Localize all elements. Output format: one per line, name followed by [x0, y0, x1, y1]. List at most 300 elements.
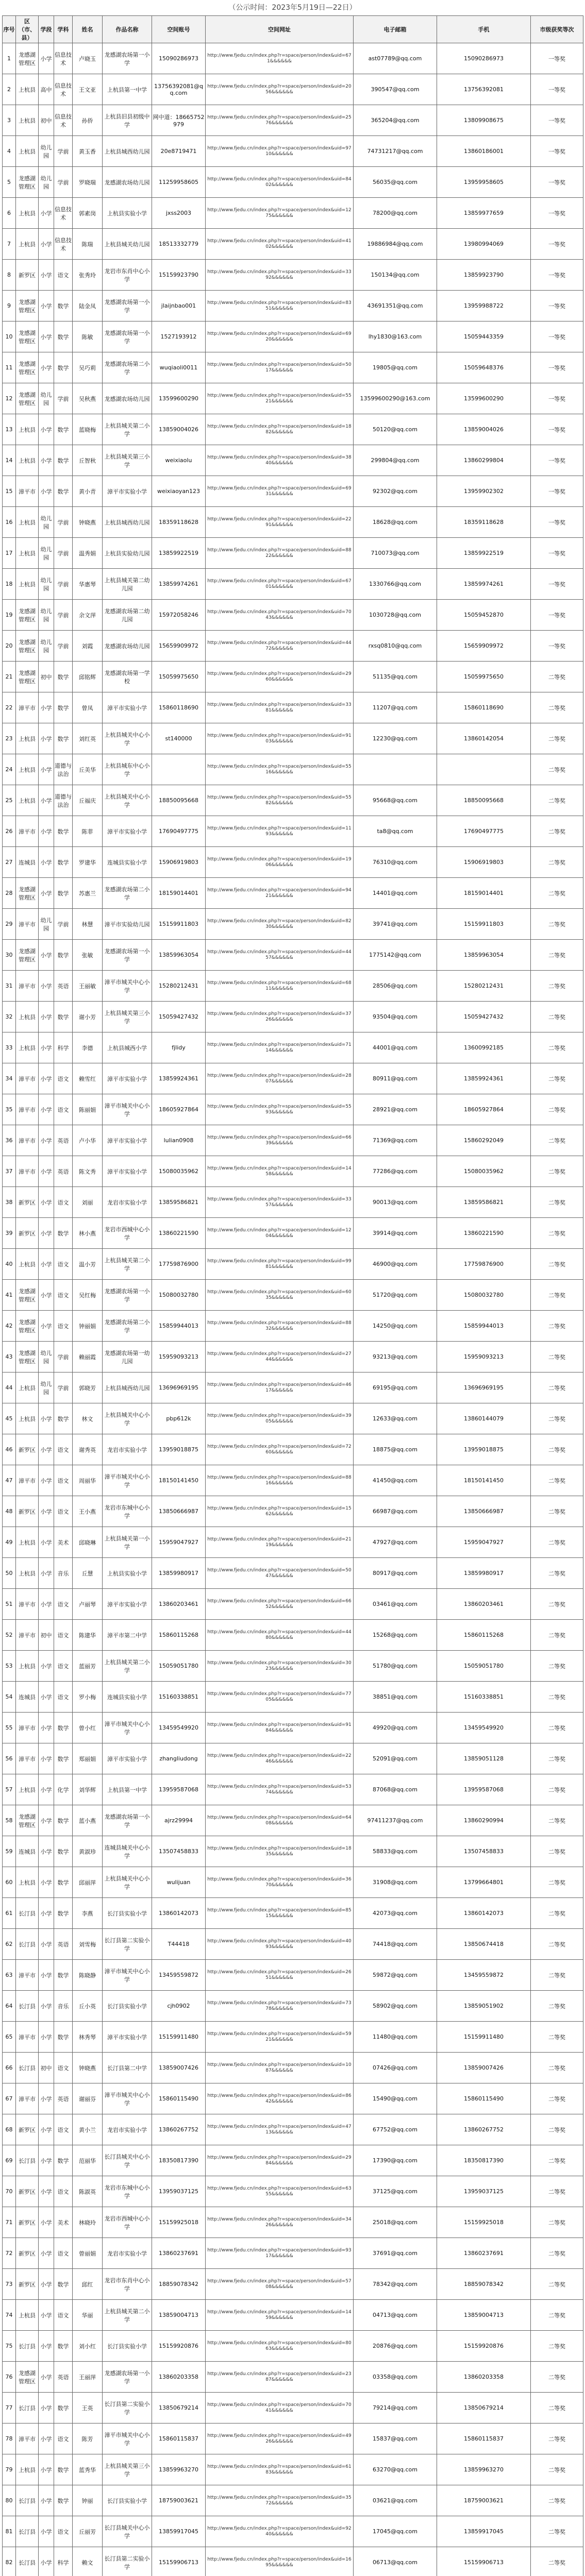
- table-row: [3, 445, 583, 476]
- table-body: [3, 43, 583, 2576]
- phone-cell: 13859586821: [437, 1187, 531, 1218]
- space-url-cell[interactable]: http://www.fjedu.cn/index.php?r=space/person/index&uid=6701&&&&&&: [206, 569, 354, 600]
- award-cell: 二等奖: [531, 1867, 583, 1898]
- table-row: [3, 662, 583, 692]
- school-cell: 龙岩市东肖中心小学: [103, 2269, 152, 2300]
- space-url-cell[interactable]: http://www.fjedu.cn/index.php?r=space/person/index&uid=1087&&&&&&: [206, 2053, 354, 2083]
- table-row: [3, 600, 583, 631]
- award-cell: 二等奖: [531, 1094, 583, 1125]
- school-cell: 龙岩市实验小学: [103, 2114, 152, 2145]
- row-number: 50: [3, 1558, 16, 1589]
- space-url-cell[interactable]: http://www.fjedu.cn/index.php?r=space/person/index&uid=3357&&&&&&: [206, 1187, 354, 1218]
- space-url-cell[interactable]: http://www.fjedu.cn/index.php?r=space/person/index&uid=2576&&&&&&: [206, 105, 354, 136]
- space-url-cell[interactable]: http://www.fjedu.cn/index.php?r=space/person/index&uid=1458&&&&&&: [206, 1156, 354, 1187]
- space-url-cell[interactable]: http://www.fjedu.cn/index.php?r=space/person/index&uid=1882&&&&&&: [206, 414, 354, 445]
- table-row: [3, 1558, 583, 1589]
- space-url-cell[interactable]: http://www.fjedu.cn/index.php?r=space/person/index&uid=2807&&&&&&: [206, 1063, 354, 1094]
- award-cell: 二等奖: [531, 909, 583, 940]
- space-url-cell[interactable]: http://www.fjedu.cn/index.php?r=space/person/index&uid=5047&&&&&&: [206, 1558, 354, 1589]
- row-number: 26: [3, 816, 16, 847]
- school-cell: 上杭县第一中学: [103, 1774, 152, 1805]
- phone-cell: 15059975650: [437, 662, 531, 692]
- subject-cell: 数学: [54, 2485, 73, 2516]
- award-cell: 二等奖: [531, 2176, 583, 2207]
- phone-cell: 13860142073: [437, 1898, 531, 1929]
- subject-cell: 数学: [54, 1960, 73, 1991]
- award-cell: 二等奖: [531, 1991, 583, 2022]
- teacher-name: 温小芳: [73, 1249, 103, 1280]
- district-cell: 长汀县: [16, 1929, 39, 1960]
- space-url-cell[interactable]: http://www.fjedu.cn/index.php?r=space/person/index&uid=7114&&&&&&: [206, 1032, 354, 1063]
- row-number: 11: [3, 352, 16, 383]
- subject-cell: 数学: [54, 847, 73, 878]
- space-url-cell[interactable]: http://www.fjedu.cn/index.php?r=space/person/index&uid=3392&&&&&&: [206, 260, 354, 291]
- row-number: 21: [3, 662, 16, 692]
- space-url-cell[interactable]: http://www.fjedu.cn/index.php?r=space/person/index&uid=6920&&&&&&: [206, 321, 354, 352]
- email-cell: 76310@qq.com: [354, 847, 437, 878]
- school-cell: 龙感湖农场幼儿园: [103, 383, 152, 414]
- table-row: [3, 2362, 583, 2393]
- space-url-cell[interactable]: http://www.fjedu.cn/index.php?r=space/person/index&uid=1835&&&&&&: [206, 1836, 354, 1867]
- phone-cell: 18359118628: [437, 507, 531, 538]
- award-cell: 二等奖: [531, 2454, 583, 2485]
- email-cell: 49920@qq.com: [354, 1713, 437, 1743]
- space-url-cell[interactable]: http://www.fjedu.cn/index.php?r=space/person/index&uid=6035&&&&&&: [206, 1280, 354, 1311]
- space-url-cell[interactable]: http://www.fjedu.cn/index.php?r=space/person/index&uid=1193&&&&&&: [206, 816, 354, 847]
- email-cell: 20876@qq.com: [354, 2331, 437, 2362]
- space-url-cell[interactable]: http://www.fjedu.cn/index.php?r=space/person/index&uid=1275&&&&&&: [206, 198, 354, 229]
- phone-cell: 13859917045: [437, 2516, 531, 2547]
- award-cell: 二等奖: [531, 1403, 583, 1434]
- district-cell: 上杭县: [16, 507, 39, 538]
- space-url-cell[interactable]: http://www.fjedu.cn/index.php?r=space/person/index&uid=7260&&&&&&: [206, 1434, 354, 1465]
- subject-cell: 语文: [54, 2516, 73, 2547]
- district-cell: 上杭县: [16, 1651, 39, 1682]
- table-row: [3, 971, 583, 1002]
- email-cell: 80917@qq.com: [354, 1558, 437, 1589]
- space-url-cell[interactable]: http://www.fjedu.cn/index.php?r=space/person/index&uid=6639&&&&&&: [206, 1125, 354, 1156]
- space-url-cell[interactable]: http://www.fjedu.cn/index.php?r=space/person/index&uid=4457&&&&&&: [206, 940, 354, 971]
- space-url-cell[interactable]: http://www.fjedu.cn/index.php?r=space/person/index&uid=4093&&&&&&: [206, 1929, 354, 1960]
- award-cell: 二等奖: [531, 971, 583, 1002]
- column-header: 电子邮箱: [354, 16, 437, 43]
- table-row: [3, 1867, 583, 1898]
- district-cell: 新罗区: [16, 2269, 39, 2300]
- space-url-cell[interactable]: http://www.fjedu.cn/index.php?r=space/person/index&uid=4713&&&&&&: [206, 2114, 354, 2145]
- space-url-cell[interactable]: http://www.fjedu.cn/index.php?r=space/person/index&uid=3726&&&&&&: [206, 1002, 354, 1032]
- space-url-cell[interactable]: http://www.fjedu.cn/index.php?r=space/person/index&uid=9103&&&&&&: [206, 723, 354, 754]
- stage-cell: 幼儿园: [39, 631, 54, 662]
- stage-cell: 小学: [39, 2424, 54, 2454]
- space-url-cell[interactable]: http://www.fjedu.cn/index.php?r=space/person/index&uid=5017&&&&&&: [206, 352, 354, 383]
- stage-cell: 小学: [39, 2393, 54, 2424]
- space-url-cell[interactable]: http://www.fjedu.cn/index.php?r=space/person/index&uid=2291&&&&&&: [206, 507, 354, 538]
- table-row: [3, 2547, 583, 2576]
- subject-cell: 数学: [54, 2269, 73, 2300]
- award-cell: 一等奖: [531, 43, 583, 74]
- school-cell: 上杭县城关第三小学: [103, 445, 152, 476]
- space-url-cell[interactable]: http://www.fjedu.cn/index.php?r=space/person/index&uid=2651&&&&&&: [206, 1960, 354, 1991]
- award-cell: 二等奖: [531, 1434, 583, 1465]
- award-cell: 二等奖: [531, 1558, 583, 1589]
- row-number: 4: [3, 136, 16, 167]
- account-cell: 13599600290: [152, 383, 206, 414]
- teacher-name: 范丽华: [73, 2145, 103, 2176]
- space-url-cell[interactable]: http://www.fjedu.cn/index.php?r=space/person/index&uid=2744&&&&&&: [206, 1342, 354, 1372]
- school-cell: 龙感湖农场第一学校: [103, 662, 152, 692]
- table-row: [3, 1094, 583, 1125]
- space-url-cell[interactable]: http://www.fjedu.cn/index.php?r=space/person/index&uid=2119&&&&&&: [206, 1527, 354, 1558]
- space-url-cell[interactable]: http://www.fjedu.cn/index.php?r=space/person/index&uid=4926&&&&&&: [206, 2424, 354, 2454]
- account-cell: 13860203461: [152, 1589, 206, 1620]
- award-cell: 二等奖: [531, 1527, 583, 1558]
- district-cell: 长汀县: [16, 2516, 39, 2547]
- subject-cell: 信息技术: [54, 74, 73, 105]
- subject-cell: 数学: [54, 1218, 73, 1249]
- email-cell: 150134@qq.com: [354, 260, 437, 291]
- space-url-cell[interactable]: http://www.fjedu.cn/index.php?r=space/person/index&uid=8351&&&&&&: [206, 291, 354, 321]
- space-url-cell[interactable]: http://www.fjedu.cn/index.php?r=space/person/index&uid=8063&&&&&&: [206, 2331, 354, 2362]
- space-url-cell[interactable]: http://www.fjedu.cn/index.php?r=space/person/index&uid=3381&&&&&&: [206, 692, 354, 723]
- phone-cell: 15059452870: [437, 600, 531, 631]
- phone-cell: 13859963270: [437, 2454, 531, 2485]
- school-cell: 漳平市实验小学: [103, 1125, 152, 1156]
- account-cell: 17759876900: [152, 1249, 206, 1280]
- teacher-name: 赖雪红: [73, 1063, 103, 1094]
- space-url-cell[interactable]: http://www.fjedu.cn/index.php?r=space/person/index&uid=6652&&&&&&: [206, 1589, 354, 1620]
- district-cell: 漳平市: [16, 1743, 39, 1774]
- subject-cell: 语文: [54, 1311, 73, 1342]
- space-url-cell[interactable]: http://www.fjedu.cn/index.php?r=space/person/index&uid=4472&&&&&&: [206, 631, 354, 662]
- space-url-cell[interactable]: http://www.fjedu.cn/index.php?r=space/person/index&uid=7043&&&&&&: [206, 600, 354, 631]
- school-cell: 上杭县城关中心小学: [103, 1403, 152, 1434]
- row-number: 77: [3, 2393, 16, 2424]
- district-cell: 连城县: [16, 847, 39, 878]
- phone-cell: 13859924361: [437, 1063, 531, 1094]
- award-cell: 二等奖: [531, 1774, 583, 1805]
- award-cell: 二等奖: [531, 847, 583, 878]
- space-url-cell[interactable]: http://www.fjedu.cn/index.php?r=space/person/index&uid=7378&&&&&&: [206, 1991, 354, 2022]
- account-cell: 18859078342: [152, 2269, 206, 2300]
- space-url-cell[interactable]: http://www.fjedu.cn/index.php?r=space/person/index&uid=5516&&&&&&: [206, 754, 354, 785]
- district-cell: 漳平市: [16, 1125, 39, 1156]
- space-url-cell[interactable]: http://www.fjedu.cn/index.php?r=space/person/index&uid=6408&&&&&&: [206, 1805, 354, 1836]
- space-url-cell[interactable]: http://www.fjedu.cn/index.php?r=space/person/index&uid=3023&&&&&&: [206, 1651, 354, 1682]
- row-number: 74: [3, 2300, 16, 2331]
- school-cell: 上杭县实验幼儿园: [103, 538, 152, 569]
- subject-cell: 数学: [54, 445, 73, 476]
- account-cell: 11259958605: [152, 167, 206, 198]
- teacher-name: 邱铭辉: [73, 662, 103, 692]
- account-cell: 15860115268: [152, 1620, 206, 1651]
- account-cell: lulian0908: [152, 1125, 206, 1156]
- table-row: [3, 940, 583, 971]
- space-url-cell[interactable]: http://www.fjedu.cn/index.php?r=space/person/index&uid=5582&&&&&&: [206, 785, 354, 816]
- table-row: [3, 1682, 583, 1713]
- table-row: [3, 2269, 583, 2300]
- subject-cell: 道德与法治: [54, 785, 73, 816]
- stage-cell: 小学: [39, 971, 54, 1002]
- account-cell: 15280212431: [152, 971, 206, 1002]
- space-url-cell[interactable]: http://www.fjedu.cn/index.php?r=space/person/index&uid=7041&&&&&&: [206, 2393, 354, 2424]
- table-row: [3, 2454, 583, 2485]
- district-cell: 龙感湖管理区: [16, 1805, 39, 1836]
- subject-cell: 英语: [54, 2362, 73, 2393]
- email-cell: 11480@qq.com: [354, 2022, 437, 2053]
- account-cell: 15959093213: [152, 1342, 206, 1372]
- space-url-cell[interactable]: http://www.fjedu.cn/index.php?r=space/person/index&uid=9184&&&&&&: [206, 1713, 354, 1743]
- school-cell: 龙岩市实验小学: [103, 1434, 152, 1465]
- teacher-name: 蓝丽芳: [73, 1651, 103, 1682]
- space-url-cell[interactable]: http://www.fjedu.cn/index.php?r=space/person/index&uid=5593&&&&&&: [206, 1094, 354, 1125]
- school-cell: 连城县实验小学: [103, 847, 152, 878]
- stage-cell: 小学: [39, 445, 54, 476]
- phone-cell: 17759876900: [437, 1249, 531, 1280]
- district-cell: 上杭县: [16, 569, 39, 600]
- space-url-cell[interactable]: http://www.fjedu.cn/index.php?r=space/person/index&uid=3670&&&&&&: [206, 1867, 354, 1898]
- space-url-cell[interactable]: http://www.fjedu.cn/index.php?r=space/person/index&uid=4617&&&&&&: [206, 1372, 354, 1403]
- space-url-cell[interactable]: http://www.fjedu.cn/index.php?r=space/person/index&uid=2960&&&&&&: [206, 662, 354, 692]
- space-url-cell[interactable]: http://www.fjedu.cn/index.php?r=space/person/index&uid=7705&&&&&&: [206, 1682, 354, 1713]
- account-cell: ajrz29994: [152, 1805, 206, 1836]
- space-url-cell[interactable]: http://www.fjedu.cn/index.php?r=space/person/index&uid=5708&&&&&&: [206, 2269, 354, 2300]
- space-url-cell[interactable]: http://www.fjedu.cn/index.php?r=space/person/index&uid=4102&&&&&&: [206, 229, 354, 260]
- table-row: [3, 2238, 583, 2269]
- stage-cell: 小学: [39, 2362, 54, 2393]
- row-number: 55: [3, 1713, 16, 1743]
- district-cell: 上杭县: [16, 723, 39, 754]
- space-url-cell[interactable]: http://www.fjedu.cn/index.php?r=space/person/index&uid=9317&&&&&&: [206, 2238, 354, 2269]
- teacher-name: 吴秋燕: [73, 383, 103, 414]
- teacher-name: 邱丽萍: [73, 1867, 103, 1898]
- award-cell: 二等奖: [531, 2207, 583, 2238]
- district-cell: 上杭县: [16, 1372, 39, 1403]
- row-number: 27: [3, 847, 16, 878]
- school-cell: 漳平市实验小学: [103, 1589, 152, 1620]
- stage-cell: 小学: [39, 2547, 54, 2576]
- stage-cell: 小学: [39, 816, 54, 847]
- space-url-cell[interactable]: http://www.fjedu.cn/index.php?r=space/person/index&uid=5374&&&&&&: [206, 1774, 354, 1805]
- email-cell: 52091@qq.com: [354, 1743, 437, 1774]
- stage-cell: 小学: [39, 1465, 54, 1496]
- district-cell: 上杭县: [16, 198, 39, 229]
- district-cell: 新罗区: [16, 1434, 39, 1465]
- space-url-cell[interactable]: http://www.fjedu.cn/index.php?r=space/person/index&uid=6931&&&&&&: [206, 476, 354, 507]
- space-url-cell[interactable]: http://www.fjedu.cn/index.php?r=space/person/index&uid=2056&&&&&&: [206, 74, 354, 105]
- space-url-cell[interactable]: http://www.fjedu.cn/index.php?r=space/person/index&uid=6811&&&&&&: [206, 971, 354, 1002]
- column-header: 区（市、县）: [16, 16, 39, 43]
- row-number: 51: [3, 1589, 16, 1620]
- space-url-cell[interactable]: http://www.fjedu.cn/index.php?r=space/person/index&uid=2246&&&&&&: [206, 1743, 354, 1774]
- stage-cell: 小学: [39, 321, 54, 352]
- school-cell: 长汀县实验小学: [103, 1991, 152, 2022]
- space-url-cell[interactable]: http://www.fjedu.cn/index.php?r=space/person/index&uid=9240&&&&&&: [206, 2516, 354, 2547]
- email-cell: 14250@qq.com: [354, 1311, 437, 1342]
- school-cell: 龙感湖农场第一幼儿园: [103, 1342, 152, 1372]
- stage-cell: 小学: [39, 2083, 54, 2114]
- space-url-cell[interactable]: http://www.fjedu.cn/index.php?r=space/person/index&uid=1459&&&&&&: [206, 2300, 354, 2331]
- row-number: 75: [3, 2331, 16, 2362]
- school-cell: 龙感湖农场第一小学: [103, 940, 152, 971]
- phone-cell: 15159906713: [437, 2547, 531, 2576]
- phone-cell: 15080035962: [437, 1156, 531, 1187]
- stage-cell: 小学: [39, 291, 54, 321]
- row-number: 59: [3, 1836, 16, 1867]
- teacher-name: 罗晓瑞: [73, 167, 103, 198]
- table-row: [3, 1527, 583, 1558]
- district-cell: 上杭县: [16, 2454, 39, 2485]
- subject-cell: 语文: [54, 1063, 73, 1094]
- account-cell: 20e8719471: [152, 136, 206, 167]
- subject-cell: 语文: [54, 1651, 73, 1682]
- award-cell: 二等奖: [531, 1342, 583, 1372]
- space-url-cell[interactable]: http://www.fjedu.cn/index.php?r=space/person/index&uid=9421&&&&&&: [206, 878, 354, 909]
- email-cell: 28506@qq.com: [354, 971, 437, 1002]
- phone-cell: 13850679214: [437, 2393, 531, 2424]
- space-url-cell[interactable]: http://www.fjedu.cn/index.php?r=space/person/index&uid=3426&&&&&&: [206, 2207, 354, 2238]
- teacher-name: 钟丽娟: [73, 1311, 103, 1342]
- space-url-cell[interactable]: http://www.fjedu.cn/index.php?r=space/person/index&uid=8515&&&&&&: [206, 1898, 354, 1929]
- space-url-cell[interactable]: http://www.fjedu.cn/index.php?r=space/person/index&uid=4480&&&&&&: [206, 1620, 354, 1651]
- email-cell: 13599600290@163.com: [354, 383, 437, 414]
- account-cell: 15080032780: [152, 1280, 206, 1311]
- space-url-cell[interactable]: http://www.fjedu.cn/index.php?r=space/person/index&uid=1204&&&&&&: [206, 1218, 354, 1249]
- account-cell: wulijuan: [152, 1867, 206, 1898]
- account-cell: 15860115490: [152, 2083, 206, 2114]
- teacher-name: 丘福庆: [73, 785, 103, 816]
- account-cell: 15159920876: [152, 2331, 206, 2362]
- phone-cell: 13859051128: [437, 1743, 531, 1774]
- subject-cell: 英语: [54, 1929, 73, 1960]
- row-number: 64: [3, 1991, 16, 2022]
- table-row: [3, 1805, 583, 1836]
- account-cell: jlaijnbao001: [152, 291, 206, 321]
- table-row: [3, 847, 583, 878]
- space-url-cell[interactable]: http://www.fjedu.cn/index.php?r=space/person/index&uid=8832&&&&&&: [206, 1311, 354, 1342]
- teacher-name: 陈瑞: [73, 229, 103, 260]
- award-cell: 二等奖: [531, 1898, 583, 1929]
- teacher-name: 卢小华: [73, 1125, 103, 1156]
- phone-cell: 13859004713: [437, 2300, 531, 2331]
- space-url-cell[interactable]: http://www.fjedu.cn/index.php?r=space/person/index&uid=3572&&&&&&: [206, 2485, 354, 2516]
- award-cell: 二等奖: [531, 2300, 583, 2331]
- stage-cell: 小学: [39, 1713, 54, 1743]
- space-url-cell[interactable]: http://www.fjedu.cn/index.php?r=space/person/index&uid=3905&&&&&&: [206, 1403, 354, 1434]
- account-cell: 13859924361: [152, 1063, 206, 1094]
- teacher-name: 李燕: [73, 1898, 103, 1929]
- subject-cell: 信息技术: [54, 43, 73, 74]
- subject-cell: 英语: [54, 2083, 73, 2114]
- district-cell: 漳平市: [16, 971, 39, 1002]
- table-row: [3, 2207, 583, 2238]
- school-cell: 龙岩市西城中心小学: [103, 2207, 152, 2238]
- space-url-cell[interactable]: http://www.fjedu.cn/index.php?r=space/person/index&uid=9981&&&&&&: [206, 1249, 354, 1280]
- subject-cell: 语文: [54, 1280, 73, 1311]
- award-cell: 二等奖: [531, 1187, 583, 1218]
- space-url-cell[interactable]: http://www.fjedu.cn/index.php?r=space/person/index&uid=2984&&&&&&: [206, 2145, 354, 2176]
- email-cell: 90013@qq.com: [354, 1187, 437, 1218]
- table-row: [3, 1713, 583, 1743]
- stage-cell: 小学: [39, 2516, 54, 2547]
- email-cell: 15490@qq.com: [354, 2083, 437, 2114]
- school-cell: 龙感湖农场第一小学: [103, 1805, 152, 1836]
- account-cell: 15959047927: [152, 1527, 206, 1558]
- stage-cell: 小学: [39, 1682, 54, 1713]
- district-cell: 上杭县: [16, 136, 39, 167]
- award-cell: 二等奖: [531, 723, 583, 754]
- space-url-cell[interactable]: http://www.fjedu.cn/index.php?r=space/person/index&uid=1562&&&&&&: [206, 1496, 354, 1527]
- row-number: 37: [3, 1156, 16, 1187]
- space-url-cell[interactable]: http://www.fjedu.cn/index.php?r=space/person/index&uid=5521&&&&&&: [206, 383, 354, 414]
- school-cell: 上杭县城关中心小学: [103, 723, 152, 754]
- school-cell: 漳平市城关中心小学: [103, 971, 152, 1002]
- award-cell: 二等奖: [531, 1311, 583, 1342]
- space-url-cell[interactable]: http://www.fjedu.cn/index.php?r=space/person/index&uid=8816&&&&&&: [206, 1465, 354, 1496]
- table-row: [3, 1496, 583, 1527]
- email-cell: 1030728@qq.com: [354, 600, 437, 631]
- school-cell: 上杭县城关第一小学: [103, 1527, 152, 1558]
- award-cell: 一等奖: [531, 507, 583, 538]
- table-row: [3, 1156, 583, 1187]
- subject-cell: 学前: [54, 538, 73, 569]
- school-cell: 龙岩市实验小学: [103, 1187, 152, 1218]
- space-url-cell[interactable]: http://www.fjedu.cn/index.php?r=space/person/index&uid=9710&&&&&&: [206, 136, 354, 167]
- account-cell: 18159014401: [152, 878, 206, 909]
- subject-cell: 学前: [54, 631, 73, 662]
- row-number: 40: [3, 1249, 16, 1280]
- space-url-cell[interactable]: http://www.fjedu.cn/index.php?r=space/person/index&uid=1695&&&&&&: [206, 2547, 354, 2576]
- email-cell: 97411237@qq.com: [354, 1805, 437, 1836]
- space-url-cell[interactable]: http://www.fjedu.cn/index.php?r=space/person/index&uid=8402&&&&&&: [206, 167, 354, 198]
- space-url-cell[interactable]: http://www.fjedu.cn/index.php?r=space/person/index&uid=671&&&&&&: [206, 43, 354, 74]
- teacher-name: 曾小红: [73, 1713, 103, 1743]
- subject-cell: 数学: [54, 692, 73, 723]
- district-cell: 长汀县: [16, 1991, 39, 2022]
- school-cell: 漳平市实验小学: [103, 2022, 152, 2053]
- space-url-cell[interactable]: http://www.fjedu.cn/index.php?r=space/person/index&uid=3840&&&&&&: [206, 445, 354, 476]
- subject-cell: 学前: [54, 1342, 73, 1372]
- phone-cell: 13507458833: [437, 1836, 531, 1867]
- table-row: [3, 538, 583, 569]
- subject-cell: 语文: [54, 1620, 73, 1651]
- subject-cell: 英语: [54, 1156, 73, 1187]
- table-row: [3, 2300, 583, 2331]
- space-url-cell[interactable]: http://www.fjedu.cn/index.php?r=space/person/index&uid=8230&&&&&&: [206, 909, 354, 940]
- email-cell: 17390@qq.com: [354, 2145, 437, 2176]
- stage-cell: 小学: [39, 878, 54, 909]
- space-url-cell[interactable]: http://www.fjedu.cn/index.php?r=space/person/index&uid=8642&&&&&&: [206, 2083, 354, 2114]
- table-row: [3, 105, 583, 136]
- space-url-cell[interactable]: http://www.fjedu.cn/index.php?r=space/person/index&uid=6355&&&&&&: [206, 2176, 354, 2207]
- row-number: 48: [3, 1496, 16, 1527]
- account-cell: 13859980917: [152, 1558, 206, 1589]
- phone-cell: 15959047927: [437, 1527, 531, 1558]
- space-url-cell[interactable]: http://www.fjedu.cn/index.php?r=space/person/index&uid=5921&&&&&&: [206, 2022, 354, 2053]
- space-url-cell[interactable]: http://www.fjedu.cn/index.php?r=space/person/index&uid=1906&&&&&&: [206, 847, 354, 878]
- stage-cell: 小学: [39, 198, 54, 229]
- email-cell: 59872@qq.com: [354, 1960, 437, 1991]
- email-cell: 42073@qq.com: [354, 1898, 437, 1929]
- award-cell: 一等奖: [531, 445, 583, 476]
- email-cell: 47927@qq.com: [354, 1527, 437, 1558]
- teacher-name: 王丽敏: [73, 971, 103, 1002]
- phone-cell: 15159911480: [437, 2022, 531, 2053]
- account-cell: 13696969195: [152, 1372, 206, 1403]
- space-url-cell[interactable]: http://www.fjedu.cn/index.php?r=space/person/index&uid=8822&&&&&&: [206, 538, 354, 569]
- space-url-cell[interactable]: http://www.fjedu.cn/index.php?r=space/person/index&uid=2387&&&&&&: [206, 2362, 354, 2393]
- space-url-cell[interactable]: http://www.fjedu.cn/index.php?r=space/person/index&uid=6183&&&&&&: [206, 2454, 354, 2485]
- row-number: 44: [3, 1372, 16, 1403]
